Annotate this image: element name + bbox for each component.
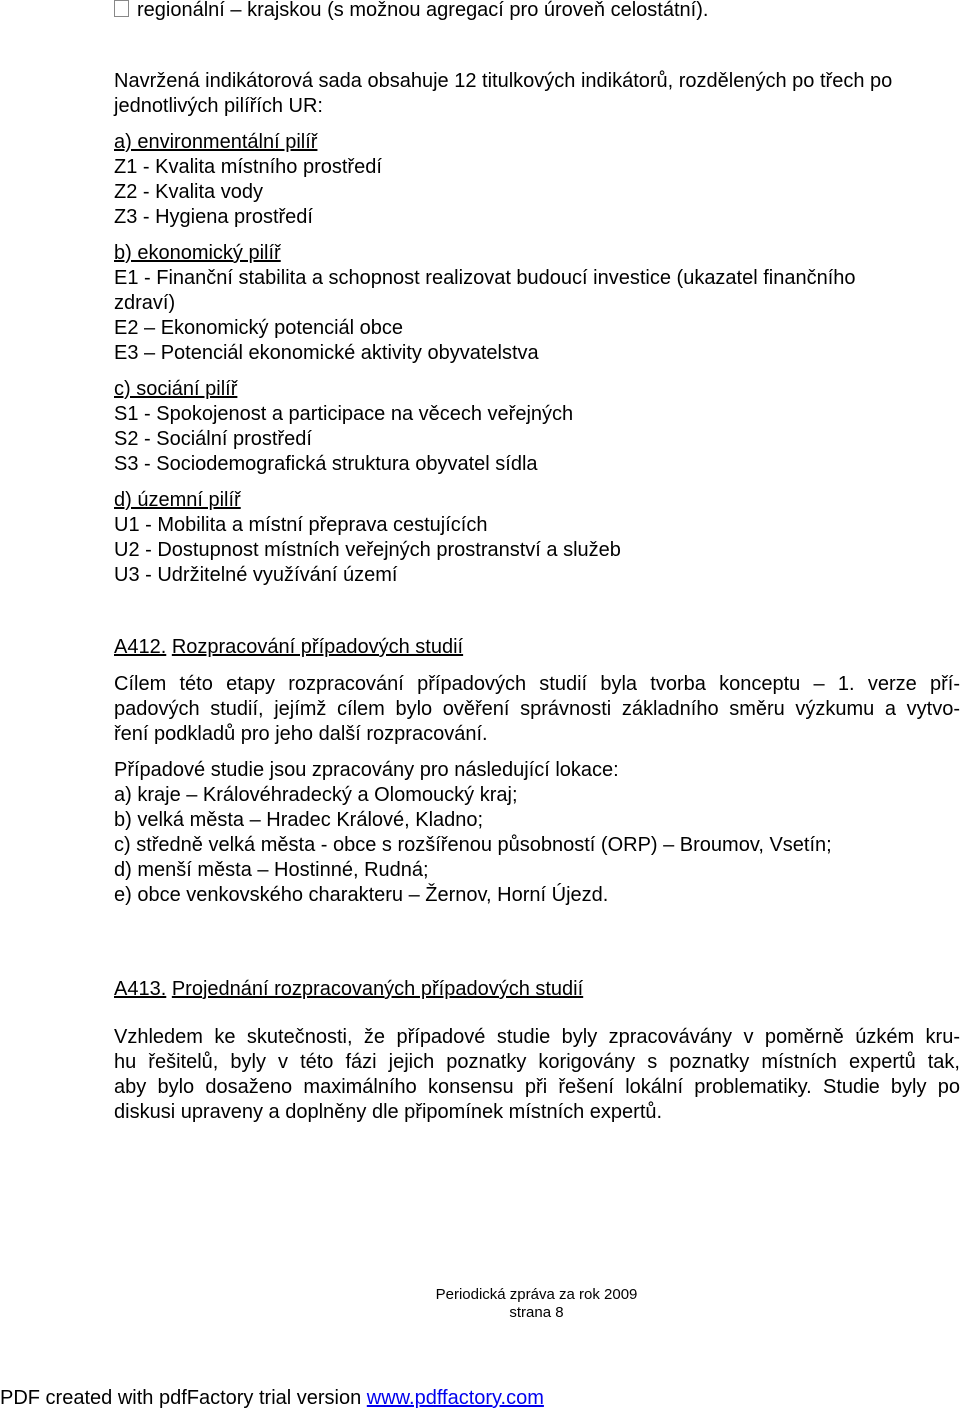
location-item: b) velká města – Hradec Králové, Kladno; — [114, 809, 484, 831]
indicator-item: E1 - Finanční stabilita a schopnost realizovat budoucí investice (ukazatel finančního — [114, 267, 856, 289]
indicator-item: U1 - Mobilita a místní přeprava cestujících — [114, 514, 488, 536]
indicator-item: Z1 - Kvalita místního prostředí — [114, 156, 382, 178]
section-heading-a413 — [114, 977, 583, 1001]
pdf-banner — [0, 1385, 544, 1411]
bullet-item — [114, 0, 708, 22]
paragraph-line: Cílem této etapy rozpracování případových studií byla tvorba konceptu – 1. verze pří- — [114, 673, 960, 695]
intro-line-2: jednotlivých pilířích UR: — [114, 95, 323, 117]
indicator-item: S2 - Sociální prostředí — [114, 428, 312, 450]
indicator-item: U2 - Dostupnost místních veřejných prostranství a služeb — [114, 539, 621, 561]
section-code: A412. — [114, 636, 167, 658]
indicator-item: S1 - Spokojenost a participace na věcech veřejných — [114, 403, 574, 425]
bullet-text: regionální – krajskou (s možnou agregací pro úroveň celostátní). — [137, 0, 709, 21]
pillar-heading-economic: b) ekonomický pilíř — [114, 242, 281, 264]
indicator-item: Z3 - Hygiena prostředí — [114, 206, 313, 228]
intro-line-1: Navržená indikátorová sada obsahuje 12 titulkových indikátorů, rozdělených po třech po — [114, 70, 893, 92]
pillar-heading-territorial: d) územní pilíř — [114, 489, 241, 511]
locations-intro: Případové studie jsou zpracovány pro následující lokace: — [114, 759, 619, 781]
footer-report-title: Periodická zpráva za rok 2009 — [435, 1286, 638, 1303]
indicator-item: S3 - Sociodemografická struktura obyvatel sídla — [114, 453, 538, 475]
indicator-item: Z2 - Kvalita vody — [114, 181, 263, 203]
paragraph-line: diskusi upraveny a doplněny dle připomínek místních expertů. — [114, 1101, 663, 1123]
paragraph-line: ření podkladů pro jeho další rozpracování. — [114, 723, 488, 745]
section-heading-a412 — [114, 635, 463, 659]
location-item: c) středně velká města - obce s rozšířenou působností (ORP) – Broumov, Vsetín; — [114, 834, 832, 856]
indicator-item: E2 – Ekonomický potenciál obce — [114, 317, 404, 339]
pdf-banner-text: PDF created with pdfFactory trial version — [0, 1387, 367, 1409]
location-item: d) menší města – Hostinné, Rudná; — [114, 859, 429, 881]
pillar-heading-environmental: a) environmentální pilíř — [114, 131, 318, 153]
paragraph-line: Vzhledem ke skutečnosti, že případové studie byly zpracovávány v poměrně úzkém kru- — [114, 1026, 960, 1048]
pdffactory-link[interactable]: www.pdffactory.com — [366, 1387, 544, 1409]
pillar-heading-social: c) sociání pilíř — [114, 378, 238, 400]
paragraph-line: hu řešitelů, byly v této fázi jejich poznatky korigovány s poznatky místních expertů tak, — [114, 1051, 960, 1073]
checkbox-bullet-icon — [114, 0, 129, 17]
section-code: A413. — [114, 978, 167, 1000]
footer-page-number: strana 8 — [509, 1304, 564, 1321]
section-title: Rozpracování případových studií — [171, 636, 464, 658]
indicator-item: zdraví) — [114, 292, 176, 314]
paragraph-line: padových studií, jejímž cílem bylo ověření správnosti základního směru výzkumu a vytvo- — [114, 698, 960, 720]
indicator-item: U3 - Udržitelné využívání území — [114, 564, 398, 586]
paragraph-line: aby bylo dosaženo maximálního konsensu při řešení lokální problematiky. Studie byly po — [114, 1076, 960, 1098]
section-title: Projednání rozpracovaných případových studií — [171, 978, 584, 1000]
location-item: e) obce venkovského charakteru – Žernov, Horní Újezd. — [114, 884, 609, 906]
location-item: a) kraje – Královéhradecký a Olomoucký kraj; — [114, 784, 518, 806]
indicator-item: E3 – Potenciál ekonomické aktivity obyvatelstva — [114, 342, 539, 364]
